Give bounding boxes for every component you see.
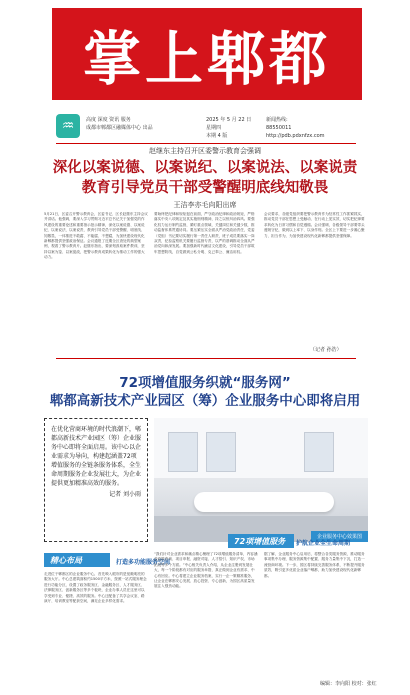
photo-window — [304, 432, 334, 472]
issue-pages: 本期 4 版 — [206, 133, 228, 139]
article2-headline[interactable] — [30, 374, 380, 410]
article1-signoff: （记者 孙浩） — [310, 347, 342, 353]
app-logo-icon: ♒ — [56, 114, 80, 138]
issue-weekday: 星期四 — [206, 125, 222, 131]
page-footer-credits: 编辑：李向阳 校对：张红 — [320, 681, 377, 687]
hotline-number: 88550011 — [266, 125, 292, 131]
contact-block — [266, 116, 325, 140]
divider — [56, 358, 356, 359]
info-slogan — [86, 116, 153, 132]
article1-column-3: 会议要求，各级党组织要把警示教育作为经常性工作抓紧抓实，推动党员干部在思想上受触动、在行动上见实效，切实把纪律要求转化为日常习惯和自觉遵循。会议强调，各级领导干部要带头遵规守纪，做到以上率下、以身作则。全区上下要进一步凝心聚力、担当作为，为加快建设现代化新郫都提供坚强保障。 — [264, 212, 365, 238]
article2-column-2: “我们针对企业需求和痛点精心梳理了72项增值服务清单，内容涵盖政策咨询、项目申报、融资对接、人才招引、知识产权、市场拓展等多个方面。”中心相关负责人介绍，从企业注册到发展壮大，每一个阶段都有对应的服务举措，真正做到企业有需求、中心有回应。中心将建立企业服务档案，实行一企一策精准服务，让企业在郫都安心发展、放心投资、专心创新，为园区高质量发展注入强劲动能。 — [154, 552, 258, 589]
article1-headline[interactable] — [30, 158, 380, 198]
article2-column-3: 据了解，企业服务中心启用后，将整合各类服务资源，推动服务事项集中办理、服务资源集中配置、服务力量集中下沉，打造一流营商环境。下一步，园区将持续完善服务体系，不断提升服务质效，吸引更多优质企业落户郫都，助力加快建设现代化新郫都。 — [264, 552, 365, 578]
issue-date-block — [206, 116, 251, 140]
photo-service-counter — [194, 492, 334, 512]
photo-window — [168, 432, 198, 472]
hotline-label: 新闻热线: — [266, 117, 288, 123]
headline-line: 深化以案说德、以案说纪、以案说法、以案说责 — [52, 160, 358, 176]
article2-lead-box — [44, 418, 148, 542]
article1-column-1: 5月21日，区委召开警示教育会，区委书记、区长赵继东主持会议并讲话。他强调，要深入学习贯彻习近平总书记关于加强党的作风建设的重要论述和重要指示批示精神，深化以案说德、以案说纪、以案说法、以案说责，教育引导党员干部受警醒、明底线、知敬畏，一体推进不敢腐、不能腐、不想腐，为加快建设现代化新郫都提供坚强政治保证。会议通报了近期全区查处的典型案例，观看了警示教育片。赵继东指出，要深刻汲取案件教训，坚持以案为鉴、以案促改，把警示教育成果转化为推动工作的强大动力。 — [44, 212, 148, 260]
photo-caption: 企业服务中心效果图 — [311, 531, 368, 542]
headline-line: 教育引导党员干部受警醒明底线知敬畏 — [81, 180, 329, 196]
article1-column-2: 要始终把纪律和规矩挺在前面，严守政治纪律和政治规矩，严格落实中央八项规定及其实施细则精神，持之以恒纠治四风。要强化权力运行制约监督，紧盯重点领域、关键岗位和关键少数，推动监督体系贯通协同。要压紧压实全面从严治党政治责任，党委（党组）书记要切实履行第一责任人职责，班子成员要落实一岗双责，纪检监察机关要履行监督专责，以严的基调推动全面从严治党向纵深发展。要加强新时代廉洁文化建设，引导党员干部筑牢思想防线，自觉做到公私分明、克己奉公、廉洁用权。 — [154, 212, 255, 254]
publisher-line: 成都市郫都区融媒体中心 出品 — [86, 125, 153, 131]
headline-line: 72项增值服务织就“服务网” — [119, 375, 291, 391]
article2-lead: 在优化营商环境的时代浪潮下，郫都高新技术产业园区（筹）企业服务中心即将全面启用。该中心以企业需求为导向，构建起涵盖72项增值服务的全链条服务体系，全生命周期服务企业发展壮大，为企业提供更加精准高效的服务。 — [51, 426, 142, 487]
divider — [56, 143, 356, 144]
article2-byline: 记者 刘小雨 — [109, 491, 141, 498]
photo-window — [206, 432, 236, 472]
masthead-title: 掌上郫都 — [52, 8, 362, 100]
website-link[interactable]: http://pdb.pdxnfzx.com — [266, 133, 325, 139]
article1-kicker: 赵继东主持召开区委警示教育会强调 — [149, 147, 261, 155]
service-center-photo[interactable] — [154, 418, 368, 542]
slogan-line: 高度 深度 资讯 服务 — [86, 117, 131, 123]
issue-date: 2025 年 5 月 22 日 — [206, 117, 252, 123]
subheading-layout: 精心布局 — [44, 553, 110, 567]
headline-line: 郫都高新技术产业园区（筹）企业服务中心即将启用 — [49, 393, 361, 409]
info-bar — [56, 114, 356, 144]
article2-column-1: 走进位于郫都区的企业服务中心，首先映入眼帘的是宽敞明亮的服务大厅。中心总建筑面积约1500平方米，按照一站式服务理念进行功能分区，设置了政务服务区、金融服务区、人才服务区、法律服务区、创新服务区等多个板块，企业办事人员在这里可以享受到专业、便捷、高效的服务。中心还配备了共享会议室、路演厅、培训教室等配套空间，满足企业多样化需求。 — [44, 572, 147, 604]
article1-author: 王洁李亦毛向阳出席 — [173, 201, 237, 209]
subheading-services-note: 护航企业全生命周期 — [296, 540, 351, 547]
subheading-services: 72项增值服务 — [228, 534, 294, 548]
subheading-layout-note: 打造多功能服务空间 — [116, 559, 171, 566]
